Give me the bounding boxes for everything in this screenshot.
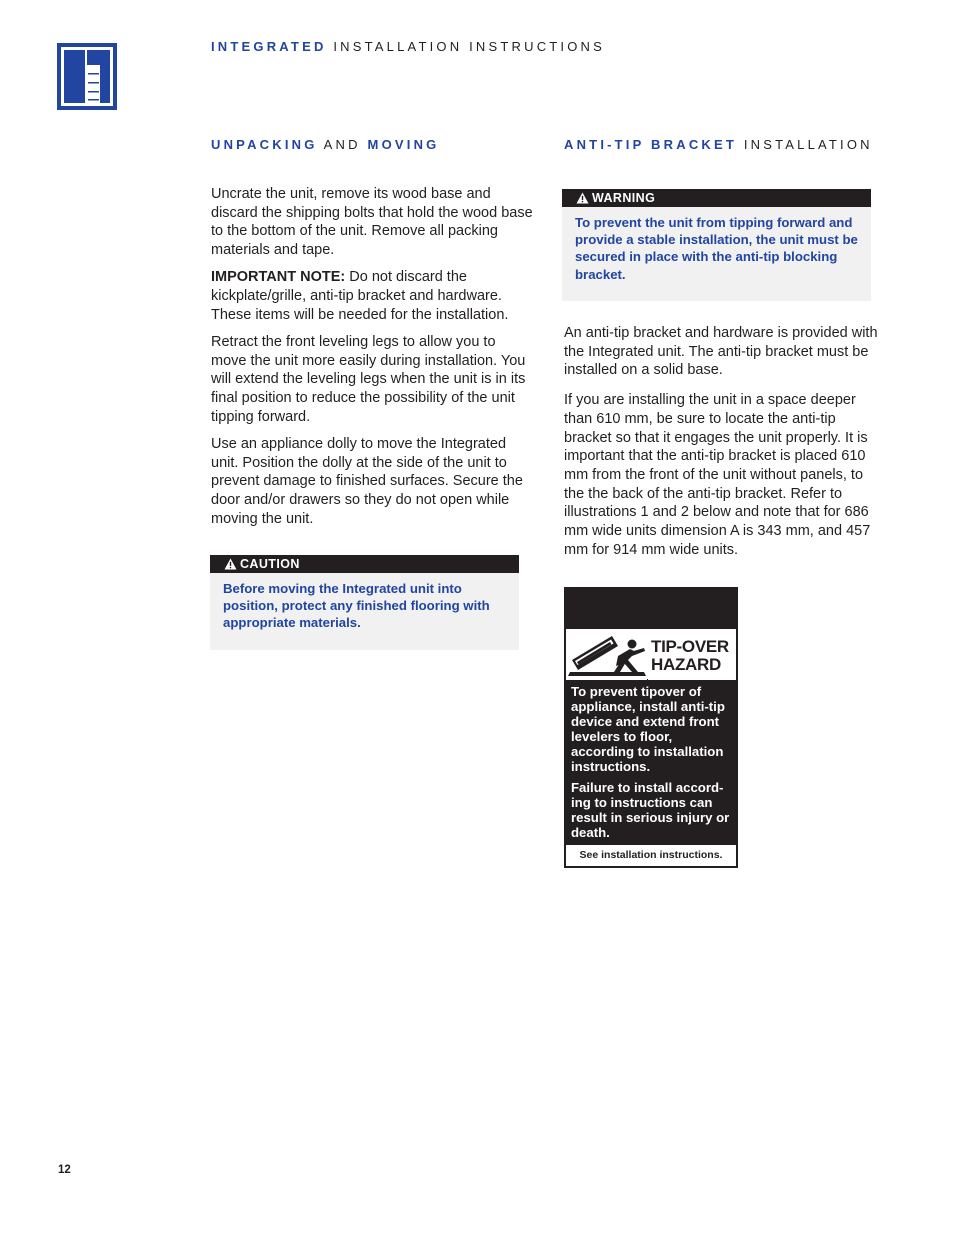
caution-header — [210, 555, 519, 573]
document-title-bold: INTEGRATED — [211, 39, 327, 54]
paragraph: Retract the front leveling legs to allow you to move the unit more easily during installation. You will extend the leveling legs when the unit is in its final position to reduce the possibility of the unit tipping forward. — [211, 333, 526, 425]
warning-triangle-icon — [576, 192, 589, 204]
unpacking-heading — [211, 137, 439, 152]
document-title-rest: INSTALLATION INSTRUCTIONS — [333, 39, 606, 54]
label-body-text — [565, 680, 737, 841]
unpacking-body — [211, 185, 533, 537]
important-note-text: Do not discard the kickplate/grille, anti-tip bracket and hardware. These items will be needed for the installation. — [211, 269, 509, 323]
document-title — [211, 39, 605, 54]
warning-box — [562, 189, 871, 301]
heading-anti-tip-bracket: ANTI-TIP BRACKET — [564, 137, 738, 152]
important-note-label: IMPORTANT NOTE: — [211, 269, 346, 286]
brand-logo-icon — [57, 43, 117, 110]
paragraph: An anti-tip bracket and hardware is provided with the Integrated unit. The anti-tip bracket must be installed on a solid base. — [564, 325, 878, 379]
caution-box — [210, 555, 519, 650]
warning-text: To prevent the unit from tipping forward and provide a stable installation, the unit must be secured in place with the anti-tip blocking bracket. — [575, 215, 858, 282]
paragraph: If you are installing the unit in a space deeper than 610 mm, be sure to locate the anti-tip bracket so that it engages the unit properly. It is important that the anti-tip bracket is placed 610 mm from the front of the unit without panels, to the the back of the anti-tip bracket. Refer to illustrations 1 and 2 below and note that for 686 mm wide units dimension A is 343 mm, and 457 mm for 914 mm wide units. — [564, 392, 871, 558]
label-footer: See installation instructions. — [566, 845, 736, 866]
heading-word-and: AND — [323, 137, 361, 152]
paragraph: Use an appliance dolly to move the Integrated unit. Position the dolly at the side of the unit to prevent damage to finished surfaces. Secure the door and/or drawers so they do not open while moving the unit. — [211, 435, 523, 527]
caution-label: CAUTION — [240, 557, 300, 571]
label-hazard-row — [566, 629, 736, 680]
page-number: 12 — [58, 1164, 71, 1176]
hazard-line-2: HAZARD — [651, 655, 721, 674]
tip-over-hazard-label — [564, 587, 738, 868]
caution-text: Before moving the Integrated unit into position, protect any finished flooring with appropriate materials. — [223, 581, 490, 631]
label-consequence: Failure to install accord-ing to instructions can result in serious injury or death. — [571, 780, 730, 841]
heading-word-unpacking: UNPACKING — [211, 137, 318, 152]
anti-tip-body — [564, 324, 884, 568]
tip-over-pictogram-icon — [566, 630, 648, 680]
label-hazard-title — [648, 630, 736, 680]
anti-tip-heading — [564, 137, 873, 152]
warning-triangle-icon — [224, 558, 237, 570]
heading-word-moving: MOVING — [367, 137, 440, 152]
label-instruction: To prevent tipover of appliance, install anti-tip device and extend front levelers to floor, according to installation instructions. — [571, 684, 725, 774]
paragraph: Uncrate the unit, remove its wood base and discard the shipping bolts that hold the wood base to the bottom of the unit. Remove all packing materials and tape. — [211, 186, 533, 259]
label-top-band — [565, 588, 737, 629]
warning-header — [562, 189, 871, 207]
warning-label: WARNING — [592, 191, 656, 205]
heading-installation: INSTALLATION — [743, 137, 873, 152]
important-note — [211, 268, 533, 324]
hazard-line-1: TIP-OVER — [651, 637, 729, 656]
